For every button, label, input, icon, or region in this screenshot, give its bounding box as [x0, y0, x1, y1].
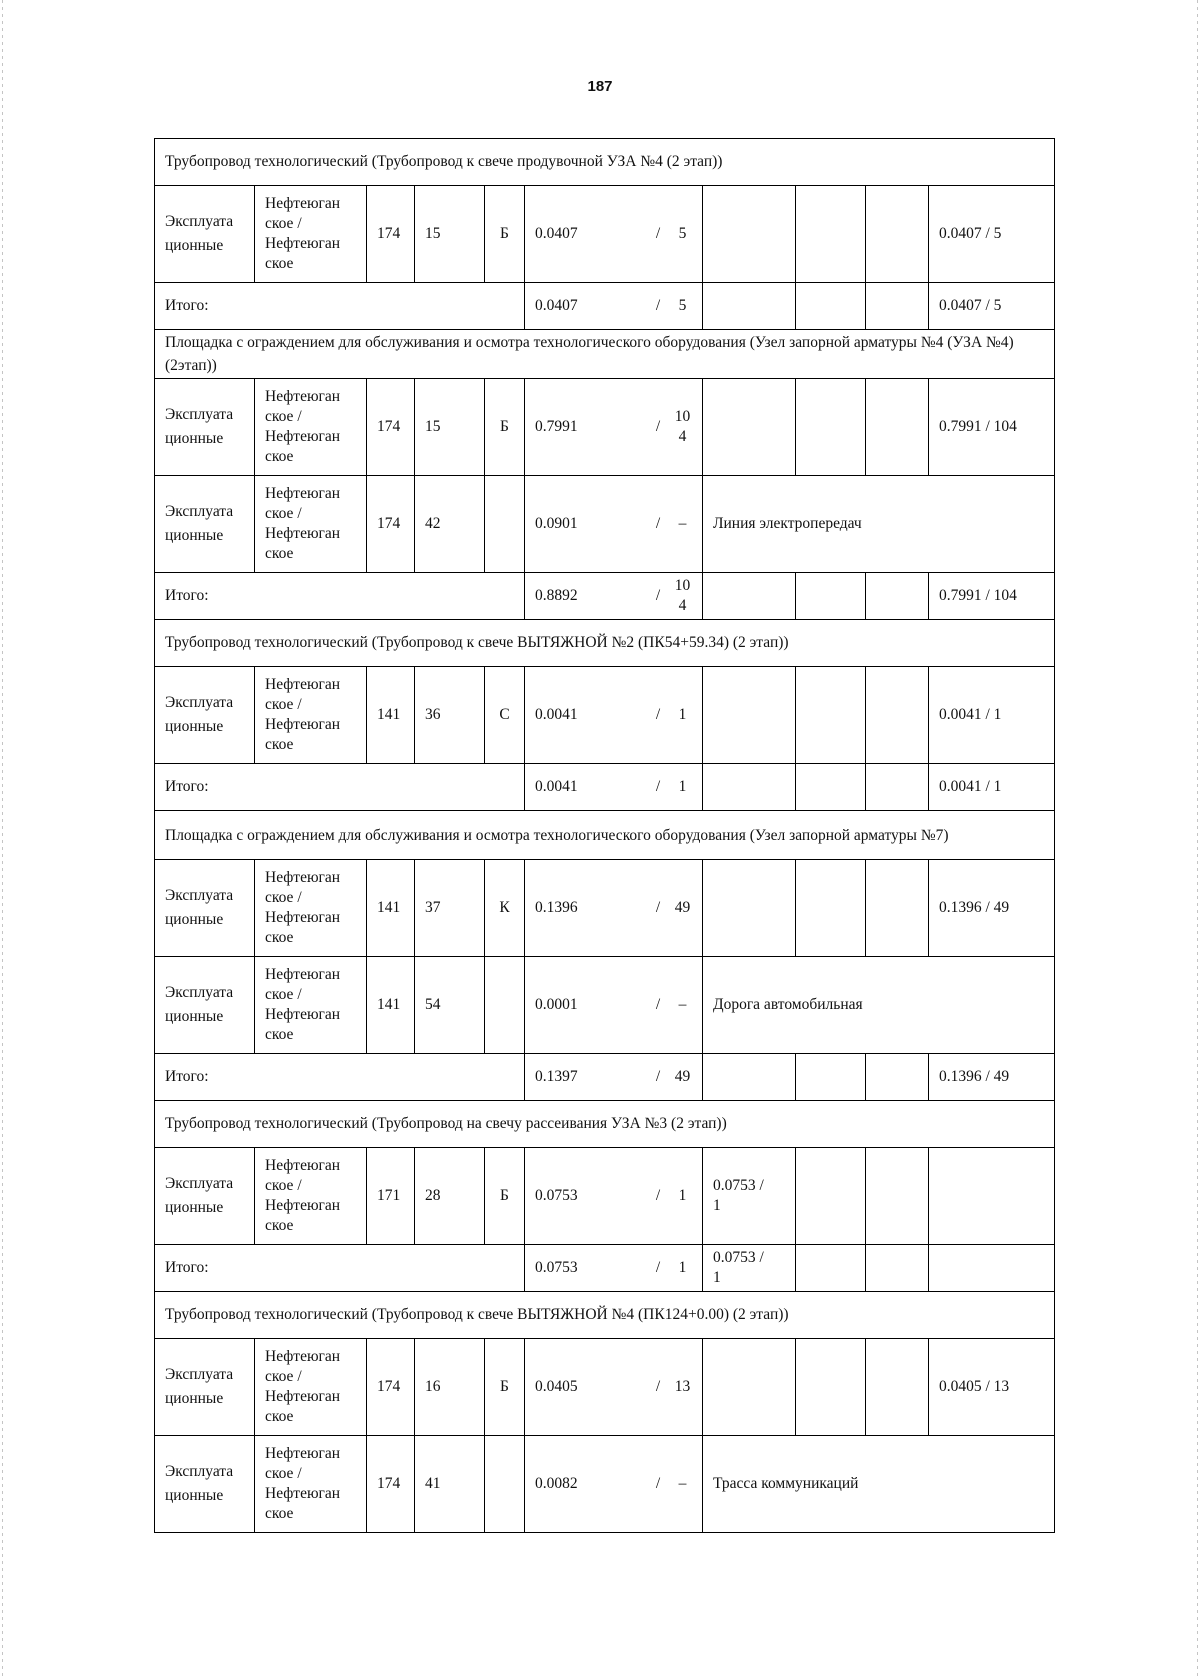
- subtotal-label: Итого:: [155, 1054, 525, 1101]
- total-cell: 0.0405 / 13: [929, 1339, 1055, 1436]
- encumbrance-note: Трасса коммуникаций: [703, 1436, 1055, 1533]
- slash-separator: /: [655, 418, 661, 435]
- plot-count: 49: [674, 1068, 691, 1085]
- slash-separator: /: [655, 1259, 661, 1276]
- table-body: [155, 139, 1055, 1533]
- section-title: Площадка с ограждением для обслуживания и осмотра технологического оборудования (Узел запорной арматуры №4 (УЗА №4) (2этап)): [155, 330, 1055, 379]
- value-cell-c9: [866, 1148, 929, 1245]
- block-number: 141: [367, 957, 415, 1054]
- area-value: 0.0407: [535, 225, 578, 242]
- land-category: Эксплуата ционные: [155, 379, 255, 476]
- area-cell: [525, 1339, 703, 1436]
- land-category: Эксплуата ционные: [155, 860, 255, 957]
- block-number: 174: [367, 186, 415, 283]
- value-cell-c8: [796, 283, 866, 330]
- plot-count: 5: [678, 297, 687, 314]
- area-value: 0.0041: [535, 778, 578, 795]
- area-value-group: [535, 294, 692, 318]
- total-cell: 0.7991 / 104: [929, 573, 1055, 620]
- municipality: Нефтеюган ское / Нефтеюган ское: [255, 379, 367, 476]
- subtotal-row: [155, 573, 1055, 620]
- municipality: Нефтеюган ское / Нефтеюган ское: [255, 957, 367, 1054]
- plot-count: 13: [674, 1378, 691, 1395]
- slash-separator: /: [655, 706, 661, 723]
- block-number: 174: [367, 379, 415, 476]
- data-row: [155, 860, 1055, 957]
- subtotal-row: [155, 1245, 1055, 1292]
- plot-category: К: [485, 860, 525, 957]
- land-category: Эксплуата ционные: [155, 1436, 255, 1533]
- section-header-row: [155, 1101, 1055, 1148]
- slash-separator: /: [655, 587, 661, 604]
- area-value: 0.0901: [535, 515, 578, 532]
- subtotal-label: Итого:: [155, 1245, 525, 1292]
- value-cell-c7: [703, 860, 796, 957]
- page-number: 187: [587, 78, 613, 95]
- land-category: Эксплуата ционные: [155, 186, 255, 283]
- subtotal-row: [155, 764, 1055, 811]
- plot-category: Б: [485, 379, 525, 476]
- area-value: 0.1397: [535, 1068, 578, 1085]
- block-number: 141: [367, 860, 415, 957]
- area-value-group: [535, 1375, 692, 1399]
- total-cell: 0.1396 / 49: [929, 1054, 1055, 1101]
- value-cell-c9: [866, 283, 929, 330]
- area-value-group: [535, 1472, 692, 1496]
- scan-edge-right: [1197, 0, 1198, 1680]
- value-cell-c7: [703, 186, 796, 283]
- area-value: 0.0082: [535, 1475, 578, 1492]
- subtotal-row: [155, 283, 1055, 330]
- value-cell-c9: [866, 573, 929, 620]
- block-number: 174: [367, 1436, 415, 1533]
- section-title: Трубопровод технологический (Трубопровод к свече ВЫТЯЖНОЙ №2 (ПК54+59.34) (2 этап)): [155, 620, 1055, 667]
- plot-count: 49: [674, 899, 691, 916]
- value-cell-c8: [796, 667, 866, 764]
- slash-separator: /: [655, 225, 661, 242]
- area-cell: [525, 186, 703, 283]
- data-row: [155, 667, 1055, 764]
- plot-category: Б: [485, 186, 525, 283]
- area-value-group: [535, 512, 692, 536]
- area-cell: [525, 667, 703, 764]
- plot-category: [485, 476, 525, 573]
- area-value: 0.0753: [535, 1259, 578, 1276]
- plot-number: 42: [415, 476, 485, 573]
- block-number: 171: [367, 1148, 415, 1245]
- total-cell: 0.7991 / 104: [929, 379, 1055, 476]
- value-cell-c9: [866, 667, 929, 764]
- plot-category: Б: [485, 1339, 525, 1436]
- value-cell-c8: [796, 573, 866, 620]
- plot-category: С: [485, 667, 525, 764]
- value-cell-c8: [796, 379, 866, 476]
- value-cell-c9: [866, 379, 929, 476]
- section-header-row: [155, 139, 1055, 186]
- area-value: 0.0001: [535, 996, 578, 1013]
- section-title: Трубопровод технологический (Трубопровод к свече ВЫТЯЖНОЙ №4 (ПК124+0.00) (2 этап)): [155, 1292, 1055, 1339]
- value-cell-c8: [796, 186, 866, 283]
- value-cell-c7: [703, 764, 796, 811]
- slash-separator: /: [655, 297, 661, 314]
- total-cell: 0.0407 / 5: [929, 283, 1055, 330]
- area-value: 0.0753: [535, 1187, 578, 1204]
- value-cell-c8: [796, 764, 866, 811]
- data-row: [155, 1339, 1055, 1436]
- value-cell-c7: [703, 573, 796, 620]
- plot-count: 10 4: [674, 577, 691, 614]
- subtotal-label: Итого:: [155, 764, 525, 811]
- plot-number: 41: [415, 1436, 485, 1533]
- area-cell: [525, 1436, 703, 1533]
- area-value-group: [535, 1184, 692, 1208]
- value-cell-c7: 0.0753 / 1: [703, 1148, 796, 1245]
- municipality: Нефтеюган ское / Нефтеюган ское: [255, 667, 367, 764]
- data-row: [155, 476, 1055, 573]
- data-row: [155, 186, 1055, 283]
- value-cell-c9: [866, 860, 929, 957]
- value-cell-c7: [703, 1339, 796, 1436]
- value-cell-c8: [796, 1339, 866, 1436]
- area-value-group: [535, 1256, 692, 1280]
- land-category: Эксплуата ционные: [155, 1148, 255, 1245]
- value-cell-c9: [866, 1054, 929, 1101]
- area-cell: [525, 1245, 703, 1292]
- area-cell: [525, 283, 703, 330]
- area-value-group: [535, 993, 692, 1017]
- municipality: Нефтеюган ское / Нефтеюган ское: [255, 1436, 367, 1533]
- subtotal-label: Итого:: [155, 283, 525, 330]
- slash-separator: /: [655, 1378, 661, 1395]
- municipality: Нефтеюган ское / Нефтеюган ское: [255, 476, 367, 573]
- section-header-row: [155, 811, 1055, 860]
- plot-number: 54: [415, 957, 485, 1054]
- plot-count: –: [678, 515, 687, 532]
- section-header-row: [155, 620, 1055, 667]
- total-cell: 0.0041 / 1: [929, 667, 1055, 764]
- plot-category: [485, 1436, 525, 1533]
- section-title: Трубопровод технологический (Трубопровод к свече продувочной УЗА №4 (2 этап)): [155, 139, 1055, 186]
- value-cell-c8: [796, 1245, 866, 1292]
- slash-separator: /: [655, 1475, 661, 1492]
- plot-count: 1: [678, 1187, 687, 1204]
- value-cell-c9: [866, 1339, 929, 1436]
- area-value: 0.0407: [535, 297, 578, 314]
- area-cell: [525, 764, 703, 811]
- area-cell: [525, 1054, 703, 1101]
- plot-count: 5: [678, 225, 687, 242]
- area-cell: [525, 1148, 703, 1245]
- plot-category: Б: [485, 1148, 525, 1245]
- section-title: Площадка с ограждением для обслуживания и осмотра технологического оборудования (Узел запорной арматуры №7): [155, 811, 1055, 860]
- data-row: [155, 957, 1055, 1054]
- land-category: Эксплуата ционные: [155, 1339, 255, 1436]
- data-row: [155, 1148, 1055, 1245]
- land-category: Эксплуата ционные: [155, 476, 255, 573]
- subtotal-label: Итого:: [155, 573, 525, 620]
- area-cell: [525, 860, 703, 957]
- plot-number: 15: [415, 379, 485, 476]
- area-cell: [525, 379, 703, 476]
- slash-separator: /: [655, 996, 661, 1013]
- value-cell-c8: [796, 860, 866, 957]
- slash-separator: /: [655, 515, 661, 532]
- land-category: Эксплуата ционные: [155, 957, 255, 1054]
- plot-number: 36: [415, 667, 485, 764]
- encumbrance-note: Линия электропередач: [703, 476, 1055, 573]
- value-cell-c9: [866, 764, 929, 811]
- area-value-group: [535, 576, 692, 616]
- area-value: 0.0041: [535, 706, 578, 723]
- total-cell: 0.0041 / 1: [929, 764, 1055, 811]
- area-value: 0.0405: [535, 1378, 578, 1395]
- slash-separator: /: [655, 899, 661, 916]
- value-cell-c7: 0.0753 / 1: [703, 1245, 796, 1292]
- plot-category: [485, 957, 525, 1054]
- plot-number: 15: [415, 186, 485, 283]
- section-header-row: [155, 1292, 1055, 1339]
- slash-separator: /: [655, 1068, 661, 1085]
- value-cell-c7: [703, 379, 796, 476]
- scan-edge-left: [2, 0, 3, 1680]
- value-cell-c9: [866, 186, 929, 283]
- value-cell-c7: [703, 283, 796, 330]
- data-row: [155, 1436, 1055, 1533]
- municipality: Нефтеюган ское / Нефтеюган ское: [255, 1339, 367, 1436]
- plot-number: 28: [415, 1148, 485, 1245]
- area-value: 0.7991: [535, 418, 578, 435]
- area-cell: [525, 573, 703, 620]
- plot-count: 1: [678, 778, 687, 795]
- section-title: Трубопровод технологический (Трубопровод на свечу рассеивания УЗА №3 (2 этап)): [155, 1101, 1055, 1148]
- plot-number: 37: [415, 860, 485, 957]
- value-cell-c7: [703, 667, 796, 764]
- value-cell-c8: [796, 1054, 866, 1101]
- slash-separator: /: [655, 1187, 661, 1204]
- plot-count: –: [678, 1475, 687, 1492]
- land-plot-table: [154, 138, 1055, 1533]
- block-number: 174: [367, 1339, 415, 1436]
- area-cell: [525, 476, 703, 573]
- area-value-group: [535, 775, 692, 799]
- total-cell: 0.0407 / 5: [929, 186, 1055, 283]
- plot-count: –: [678, 996, 687, 1013]
- plot-number: 16: [415, 1339, 485, 1436]
- plot-count: 1: [678, 706, 687, 723]
- block-number: 141: [367, 667, 415, 764]
- area-value-group: [535, 222, 692, 246]
- area-cell: [525, 957, 703, 1054]
- land-category: Эксплуата ционные: [155, 667, 255, 764]
- municipality: Нефтеюган ское / Нефтеюган ское: [255, 186, 367, 283]
- total-cell: [929, 1245, 1055, 1292]
- area-value: 0.8892: [535, 587, 578, 604]
- area-value: 0.1396: [535, 899, 578, 916]
- encumbrance-note: Дорога автомобильная: [703, 957, 1055, 1054]
- value-cell-c8: [796, 1148, 866, 1245]
- area-value-group: [535, 703, 692, 727]
- plot-count: 1: [678, 1259, 687, 1276]
- total-cell: [929, 1148, 1055, 1245]
- value-cell-c7: [703, 1054, 796, 1101]
- area-value-group: [535, 407, 692, 447]
- municipality: Нефтеюган ское / Нефтеюган ское: [255, 1148, 367, 1245]
- subtotal-row: [155, 1054, 1055, 1101]
- area-value-group: [535, 1065, 692, 1089]
- plot-count: 10 4: [674, 408, 691, 445]
- area-value-group: [535, 896, 692, 920]
- value-cell-c9: [866, 1245, 929, 1292]
- slash-separator: /: [655, 778, 661, 795]
- total-cell: 0.1396 / 49: [929, 860, 1055, 957]
- data-row: [155, 379, 1055, 476]
- block-number: 174: [367, 476, 415, 573]
- section-header-row: [155, 330, 1055, 379]
- municipality: Нефтеюган ское / Нефтеюган ское: [255, 860, 367, 957]
